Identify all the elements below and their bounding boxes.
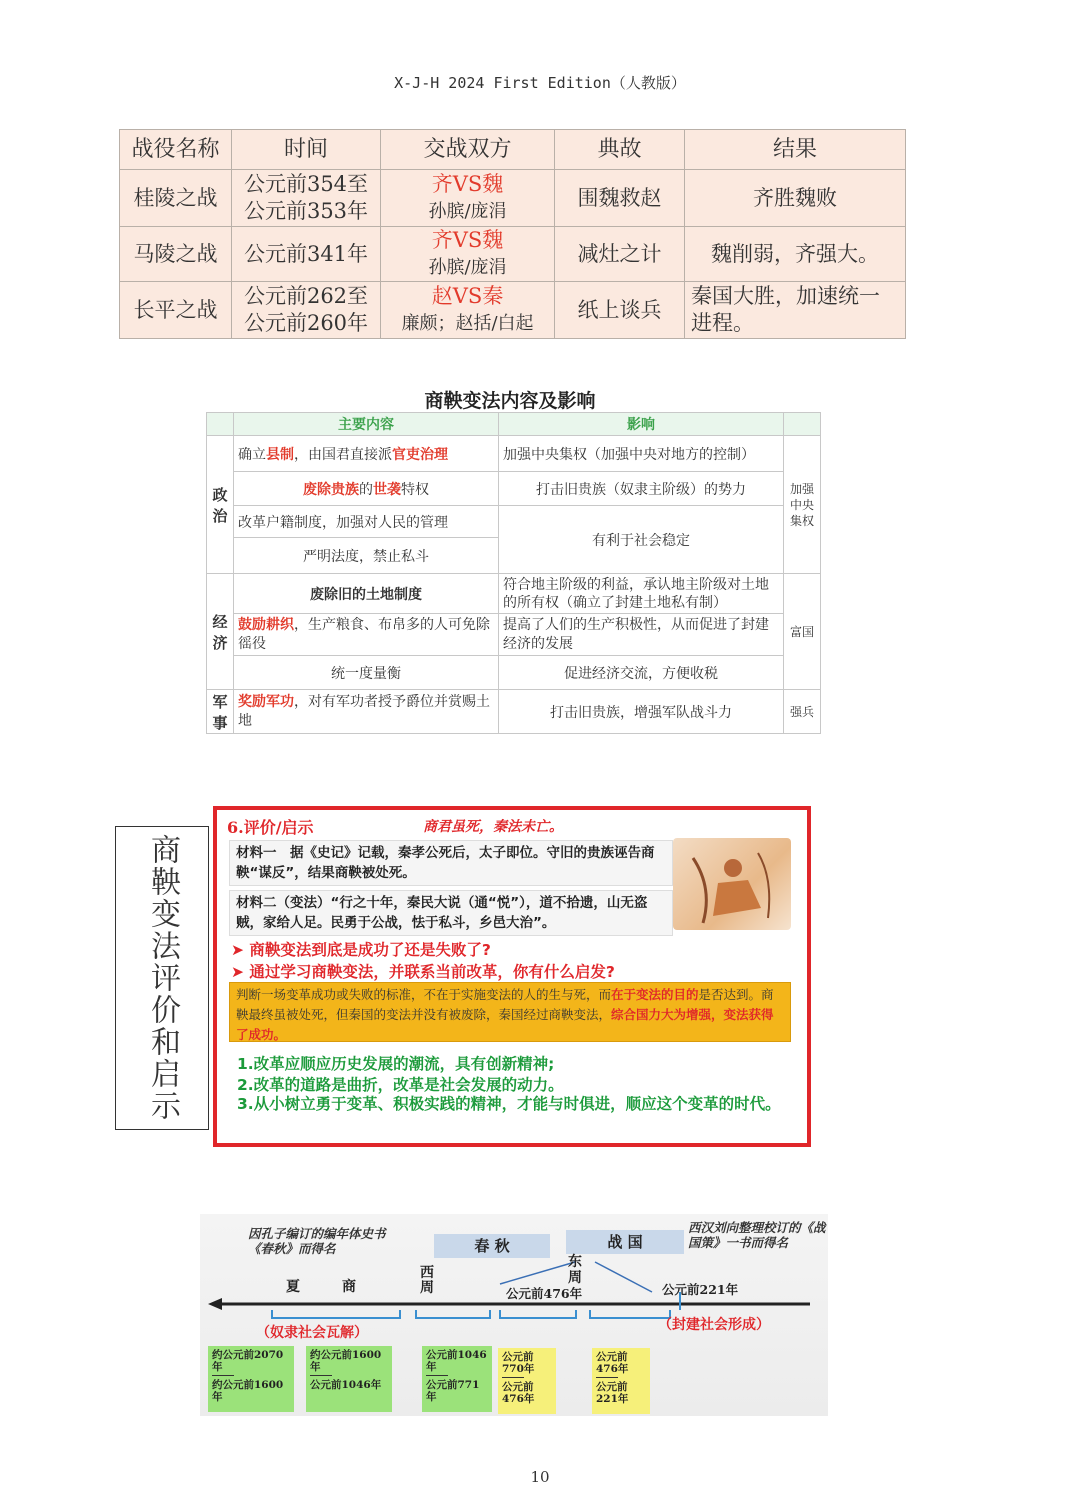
battle-name: 桂陵之战	[120, 170, 232, 227]
table-header-cell: 交战双方	[381, 130, 555, 170]
label-slave-society: （奴隶社会瓦解）	[256, 1325, 368, 1341]
table-row	[207, 472, 821, 506]
people-label: 孙膑/庞涓	[428, 257, 507, 278]
highlight-run: 奖励军功	[238, 693, 294, 710]
point-two: 2.改革的道路是曲折，改革是社会发展的动力。	[237, 1076, 564, 1094]
slide-title: 6.评价/启示	[227, 818, 314, 837]
section-right-military: 强兵	[784, 690, 821, 734]
time-line: 公元前262至	[243, 284, 369, 308]
date-start: 公元前476年	[596, 1351, 629, 1375]
period-chunqiu: 春 秋	[434, 1234, 550, 1258]
question-one: ➤ 商鞅变法到底是成功了还是失败了?	[231, 941, 491, 959]
point-three: 3.从小树立勇于变革、积极实践的精神，才能与时俱进，顺应这个变革的时代。	[237, 1095, 781, 1113]
table-row	[120, 170, 906, 227]
section-right-politics: 加强中央集权	[784, 436, 821, 574]
battle-name: 马陵之战	[120, 227, 232, 282]
effect-cell: 加强中央集权（加强中央对地方的控制）	[499, 436, 784, 472]
battle-result	[685, 282, 906, 339]
table-row	[120, 282, 906, 339]
illustration-image	[673, 838, 791, 930]
section-politics: 政治	[207, 436, 234, 574]
side-label: 商鞅变法评价和启示	[145, 834, 180, 1122]
label-feudal-society: （封建社会形成）	[658, 1317, 770, 1333]
date-end: 约公元前1600年	[212, 1379, 284, 1403]
table-row	[207, 614, 821, 656]
date-end: 公元前771年	[426, 1379, 480, 1403]
highlight-run: 鼓励耕织	[238, 616, 294, 633]
date-start: 公元前1046年	[426, 1349, 487, 1373]
table-row	[120, 227, 906, 282]
table-row	[207, 574, 821, 614]
date-box	[592, 1348, 650, 1414]
text-run: 特权	[401, 481, 429, 498]
answer-text: 是否达到。商鞅最终虽被处死，但秦国的变法并没有被废除，秦国经过商鞅变法，	[236, 987, 774, 1022]
result-line: 秦国大胜，加速统一	[691, 284, 880, 308]
sides-label: 齐VS魏	[431, 228, 504, 252]
battle-story: 减灶之计	[555, 227, 685, 282]
content-cell: 废除旧的土地制度	[234, 574, 499, 614]
reform-title: 商鞅变法内容及影响	[424, 390, 596, 412]
slide-tag: 商君虽死，秦法未亡。	[423, 819, 563, 835]
effect-cell: 打击旧贵族，增强军队战斗力	[499, 690, 784, 734]
date-end: 公元前1046年	[310, 1379, 382, 1391]
highlight-run: 废除贵族	[303, 481, 359, 498]
col-effect-header: 影响	[499, 413, 784, 436]
battle-story: 纸上谈兵	[555, 282, 685, 339]
side-label-box	[115, 826, 209, 1130]
table-header-cell: 时间	[232, 130, 381, 170]
battle-time	[232, 282, 381, 339]
table-row	[207, 690, 821, 734]
table-header-cell: 战役名称	[120, 130, 232, 170]
date-box	[208, 1346, 294, 1412]
content-cell: 统一度量衡	[234, 656, 499, 690]
battle-sides	[381, 282, 555, 339]
text-run: ，生产粮食、布帛多的人可免除徭役	[238, 616, 490, 652]
year-476: 公元前476年	[506, 1286, 583, 1301]
battle-time	[232, 170, 381, 227]
highlight-run: 世袭	[373, 481, 401, 498]
period-zhanguo: 战 国	[566, 1230, 684, 1254]
time-line: 公元前260年	[243, 311, 369, 335]
battle-result: 魏削弱，齐强大。	[685, 227, 906, 282]
reform-table	[206, 412, 821, 734]
date-start: 约公元前1600年	[310, 1349, 382, 1373]
content-cell	[234, 614, 499, 656]
content-cell: 严明法度，禁止私斗	[234, 538, 499, 574]
date-box	[422, 1346, 492, 1412]
content-cell	[234, 436, 499, 472]
content-cell	[234, 690, 499, 734]
text-run: 确立	[238, 446, 266, 463]
effect-cell: 促进经济交流，方便收税	[499, 656, 784, 690]
effect-cell: 符合地主阶级的利益，承认地主阶级对土地的所有权（确立了封建土地私有制）	[499, 574, 784, 614]
point-one: 1.改革应顺应历史发展的潮流，具有创新精神;	[237, 1055, 555, 1073]
answer-box	[229, 982, 791, 1042]
sides-label: 齐VS魏	[431, 172, 504, 196]
content-cell: 改革户籍制度，加强对人民的管理	[234, 506, 499, 538]
reform-header-row	[207, 413, 821, 436]
figure-icon	[673, 838, 791, 930]
corner-cell	[784, 413, 821, 436]
effect-cell: 打击旧贵族（奴隶主阶级）的势力	[499, 472, 784, 506]
table-header-cell: 典故	[555, 130, 685, 170]
corner-cell	[207, 413, 234, 436]
table-row	[207, 506, 821, 538]
answer-text: 判断一场变革成功或失败的标准，不在于实施变法的人的生与死，而	[236, 987, 612, 1002]
label-xia: 夏	[286, 1279, 300, 1295]
table-row	[207, 436, 821, 472]
date-end: 公元前476年	[502, 1381, 535, 1405]
date-start: 约公元前2070年	[212, 1349, 284, 1373]
evaluation-slide	[213, 806, 811, 1147]
year-221: 公元前221年	[662, 1282, 739, 1297]
material-one: 材料一 据《史记》记载，秦孝公死后，太子即位。守旧的贵族诬告商鞅“谋反”，结果商鞅被处死。	[229, 840, 673, 886]
section-economy: 经济	[207, 574, 234, 690]
answer-highlight: 在于变法的目的	[611, 987, 699, 1002]
text-run: 的	[359, 481, 373, 498]
section-right-economy: 富国	[784, 574, 821, 690]
highlight-run: 县制	[266, 446, 294, 463]
table-row	[207, 656, 821, 690]
note-right: 西汉刘向整理校订的《战国策》一书而得名	[688, 1220, 826, 1250]
time-line: 公元前353年	[243, 199, 369, 223]
label-xizhou: 西周	[420, 1265, 434, 1296]
battle-sides	[381, 227, 555, 282]
people-label: 孙膑/庞涓	[428, 201, 507, 222]
people-label: 廉颇；赵括/白起	[401, 313, 534, 334]
section-military: 军事	[207, 690, 234, 734]
text-run: ，由国君直接派	[294, 446, 392, 463]
battle-story: 围魏救赵	[555, 170, 685, 227]
battle-name: 长平之战	[120, 282, 232, 339]
highlight-run: 官吏治理	[392, 446, 448, 463]
date-end: 公元前221年	[596, 1381, 629, 1405]
date-box	[498, 1348, 556, 1414]
table-header-row	[120, 130, 906, 170]
answer-highlight: 综合国力大为增强，变法获得了成功。	[236, 1007, 774, 1042]
note-left: 因孔子编订的编年体史书《春秋》而得名	[248, 1226, 386, 1256]
page-header: X-J-H 2024 First Edition（人教版）	[394, 74, 686, 92]
label-shang: 商	[342, 1279, 356, 1295]
table-header-cell: 结果	[685, 130, 906, 170]
effect-cell: 提高了人们的生产积极性，从而促进了封建经济的发展	[499, 614, 784, 656]
date-start: 公元前770年	[502, 1351, 535, 1375]
text-run: ，对有军功者授予爵位并赏赐土地	[238, 693, 490, 729]
effect-cell: 有利于社会稳定	[499, 506, 784, 574]
sides-label: 赵VS秦	[431, 284, 504, 308]
date-box	[306, 1346, 392, 1412]
content-cell	[234, 472, 499, 506]
battle-result: 齐胜魏败	[685, 170, 906, 227]
battle-table	[119, 129, 906, 339]
question-two: ➤ 通过学习商鞅变法，并联系当前改革，你有什么启发?	[231, 963, 615, 981]
page-number: 10	[530, 1468, 550, 1486]
result-line: 进程。	[691, 311, 754, 335]
battle-sides	[381, 170, 555, 227]
material-two: 材料二（变法）“行之十年，秦民大说（通“悦”），道不拾遗，山无盗贼，家给人足。民勇于公战，怯于私斗，乡邑大治”。	[229, 890, 673, 936]
time-line: 公元前354至	[243, 172, 369, 196]
col-content-header: 主要内容	[234, 413, 499, 436]
battle-time: 公元前341年	[232, 227, 381, 282]
timeline-diagram	[200, 1214, 828, 1416]
label-dongzhou: 东周	[568, 1254, 582, 1286]
